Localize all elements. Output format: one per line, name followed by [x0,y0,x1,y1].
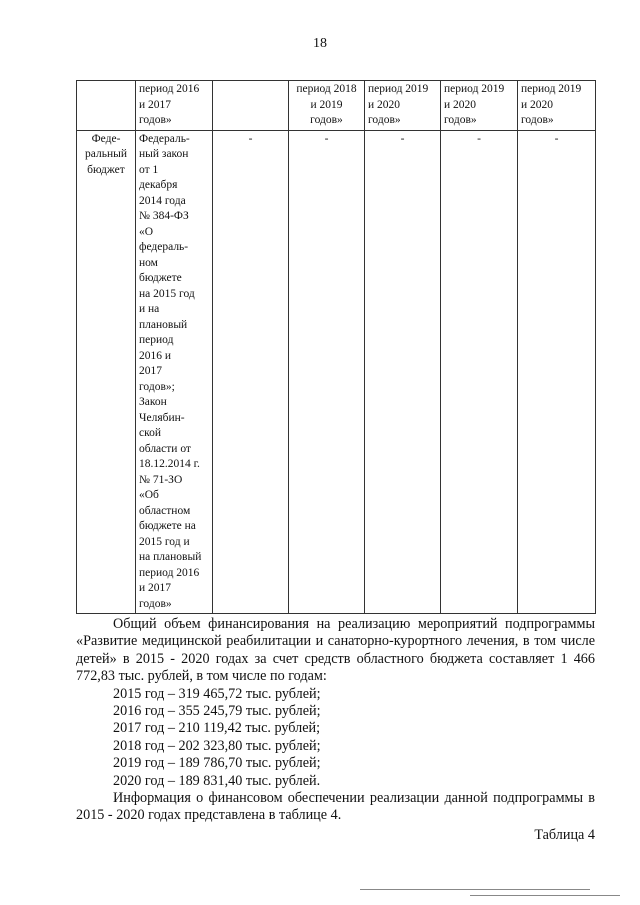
year-line-2015: 2015 год – 319 465,72 тыс. рублей; [113,685,321,702]
dash-value: - [248,132,253,145]
dash-value: - [477,132,481,145]
source-cell: Феде- ральный бюджет [77,130,136,614]
header-cell-blank [213,81,289,131]
value-cell [213,130,289,614]
header-cell-period-2016-2017: период 2016 и 2017 годов» [136,81,213,131]
value-cell [289,130,365,614]
info-paragraph: Информация о финансовом обеспечении реализации данной подпрограммы в 2015 - 2020 годах представлена в таблице 4. [76,790,595,824]
funding-table [76,80,596,614]
value-cell [365,130,441,614]
dash-value: - [324,132,329,145]
scan-artifact-line [470,895,620,896]
year-line-2018: 2018 год – 202 323,80 тыс. рублей; [113,737,321,754]
value-cell [441,130,518,614]
header-cell-period-2018-2019: период 2018 и 2019 годов» [289,81,365,131]
year-line-2017: 2017 год – 210 119,42 тыс. рублей; [113,720,321,737]
table-row-federal-budget [77,130,596,614]
header-cell-empty [77,81,136,131]
header-cell-period-2019-2020: период 2019 и 2020 годов» [441,81,518,131]
header-cell-period-2019-2020: период 2019 и 2020 годов» [365,81,441,131]
funding-paragraph: Общий объем финансирования на реализацию мероприятий подпрограммы «Развитие медицинской реабилитации и санаторно-курортного лечения, в том числе детей» в 2015 - 2020 годах за счет средств областного бюджета составляет 1 466 772,83 тыс. рублей, в том числе по годам: [76,616,595,685]
value-cell [518,130,596,614]
dash-value: - [400,132,405,145]
header-cell-period-2019-2020: период 2019 и 2020 годов» [518,81,596,131]
year-line-2016: 2016 год – 355 245,79 тыс. рублей; [113,703,321,720]
scan-artifact-line [360,889,590,890]
table-caption: Таблица 4 [534,826,595,843]
legal-basis-cell: Федераль- ный закон от 1 декабря 2014 года № 384-ФЗ «О федераль- ном бюджете на 2015 год и на плановый период 2016 и 2017 годов»; Закон Челябин- ской области от 18.12.2014 г. № 71-ЗО «Об областном бюджете на 2015 год и на плановый период 2016 и 2017 годов» [136,130,213,614]
year-line-2020: 2020 год – 189 831,40 тыс. рублей. [113,772,321,789]
table-header-row [77,81,596,131]
year-line-2019: 2019 год – 189 786,70 тыс. рублей; [113,755,321,772]
dash-value: - [554,132,559,145]
page-number: 18 [313,36,327,51]
body-text [76,616,595,844]
